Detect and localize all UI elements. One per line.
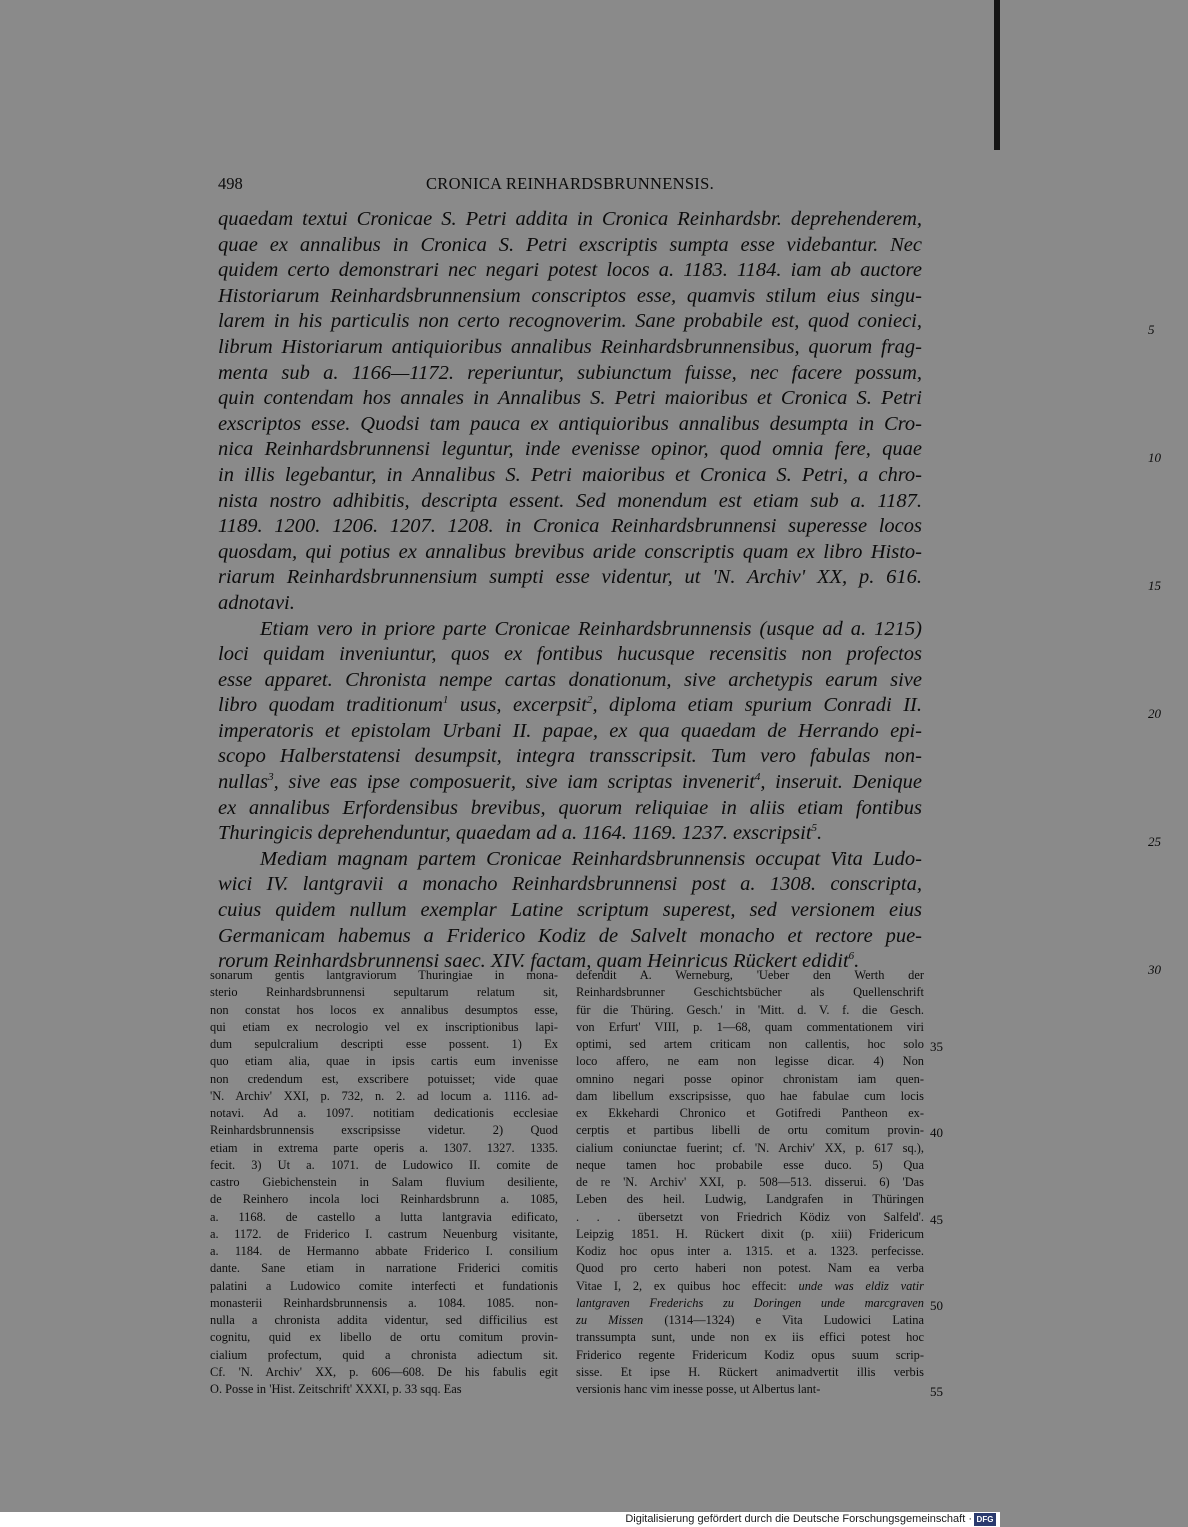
main-text-line: Historiarum Reinhardsbrunnensium conscriptos esse, quamvis stilum eius singu-	[218, 284, 922, 307]
footnote-line: . . . übersetzt von Friedrich Ködiz von Salfeld'.	[576, 1209, 924, 1224]
line-number: 35	[930, 1039, 943, 1054]
footnote-line: non credendum est, exscribere potuisset; vide quae	[210, 1071, 558, 1086]
page-header	[218, 174, 922, 198]
main-text-line: nica Reinhardsbrunnensi leguntur, inde evenisse opinor, quod omnia fere, quae	[218, 438, 922, 461]
footnote-line: qui etiam ex necrologio vel ex inscriptionibus lapi-	[210, 1019, 558, 1034]
main-text-line: quidem certo demonstrari nec negari potest locos a. 1183. 1184. iam ab auctore	[218, 259, 922, 282]
footnote-line: Cf. 'N. Archiv' XX, p. 606—608. De his fabulis egit	[210, 1364, 558, 1379]
line-number: 15	[1148, 578, 1161, 594]
footnote-line: dam libellum exscripsisse, quo hae fabulae cum locis	[576, 1088, 924, 1103]
footnote-line: castro Giebichenstein in Salam fluvium desiliente,	[210, 1175, 558, 1189]
main-text-line: ex annalibus Erfordensibus brevibus, quorum reliquiae in aliis etiam fontibus	[218, 796, 922, 819]
footnote-line: sterio Reinhardsbrunnensi sepultarum relatum sit,	[210, 985, 558, 1000]
footnote-line: optimi, sed artem criticam non callentis, hoc solo	[576, 1037, 924, 1051]
footnote-line: cerptis et partibus libelli de ortu comitum provin-	[576, 1123, 924, 1138]
footnote-line: etiam in extrema parte operis a. 1307. 1327. 1335.	[210, 1140, 558, 1155]
footnote-line: Friderico regente Fridericum Kodiz opus suum scrip-	[576, 1347, 924, 1362]
footnote-line: loco affero, ne eam non legisse dicar. 4) Non	[576, 1054, 924, 1069]
main-text-line: adnotavi.	[218, 591, 295, 614]
line-number: 25	[1148, 834, 1161, 850]
main-text-line: quae ex annalibus in Cronica S. Petri exscriptis sumpta esse videbantur. Nec	[218, 233, 922, 256]
footnote-line: Reinhardsbrunner Geschichtsbücher als Quellenschrift	[576, 985, 924, 1000]
main-text-line: librum Historiarum antiquioribus annalibus Reinhardsbrunnensibus, quorum frag-	[218, 335, 922, 358]
main-text-line: quosdam, qui potius ex annalibus brevibus aride conscriptis quam ex libro Histo-	[218, 540, 922, 563]
page-number: 498	[218, 174, 243, 193]
main-text-line: scopo Halberstatensi desumpsit, integra transscripsit. Tum vero fabulas non-	[218, 745, 922, 768]
main-text-line: rorum Reinhardsbrunnensi saec. XIV. factam, quam Heinricus Rückert edidit$^6$.	[218, 950, 860, 973]
footnote-line: Kodiz hoc opus inter a. 1315. et a. 1323. perfecisse.	[576, 1244, 924, 1258]
footnotes-right-column	[576, 967, 943, 1399]
main-text-line: imperatoris et epistolam Urbani II. papae, ex qua quaedam de Herrando epi-	[218, 719, 922, 742]
line-number: 10	[1148, 450, 1161, 466]
main-text-line: cuius quidem nullum exemplar Latine scriptum superest, sed versionem eius	[218, 899, 922, 922]
footnote-line: nulla a chronista addita videntur, sed difficilius est	[210, 1313, 558, 1327]
line-number: 40	[930, 1125, 943, 1141]
main-text-line: exscriptos esse. Quodsi tam pauca ex antiquioribus annalibus desumpta in Cro-	[218, 412, 922, 435]
footnote-line: sonarum gentis lantgraviorum Thuringiae in mona-	[210, 968, 558, 982]
footnote-line: de Reinhero incola loci Reinhardsbrunn a. 1085,	[210, 1192, 558, 1207]
footnote-line: a. 1168. de castello a lutta lantgravia edificato,	[210, 1209, 558, 1224]
footnote-line: von Erfurt' VIII, p. 1—68, quam commentationem viri	[576, 1019, 924, 1034]
running-title: CRONICA REINHARDSBRUNNENSIS.	[425, 174, 715, 193]
line-number: 55	[930, 1384, 943, 1399]
footnote-line: monasterii Reinhardsbrunnensis a. 1084. 1085. non-	[210, 1295, 558, 1310]
main-text-line: Thuringicis deprehenduntur, quaedam ad a. 1164. 1169. 1237. exscripsit$^5$.	[218, 822, 823, 845]
main-text-line: wici IV. lantgravii a monacho Reinhardsbrunnensi post a. 1308. conscripta,	[218, 873, 922, 896]
footnote-line: Quod pro certo haberi non potest. Nam ea verba	[576, 1261, 924, 1276]
footnote-line: defendit A. Werneburg, 'Ueber den Werth der	[576, 968, 924, 982]
line-number: 20	[1148, 706, 1161, 722]
footnote-line: ex Ekkehardi Chronico et Gotifredi Pantheon ex-	[576, 1106, 924, 1120]
line-number: 45	[930, 1211, 943, 1227]
footnote-line: palatini a Ludowico comite interfecti et fundationis	[210, 1278, 558, 1293]
line-number: 5	[1148, 322, 1155, 338]
main-text-line: menta sub a. 1166—1172. reperiuntur, subiunctum fuisse, nec facere possum,	[218, 361, 922, 384]
main-text-line: nista nostro adhibitis, descripta essent. Sed monendum est etiam sub a. 1187.	[218, 489, 922, 512]
dfg-logo: DFG	[974, 1513, 996, 1526]
footnote-line: O. Posse in 'Hist. Zeitschrift' XXXI, p. 33 sqq. Eas	[210, 1382, 462, 1396]
footnote-line: fecit. 3) Ut a. 1071. de Ludowico II. comite de	[210, 1157, 558, 1172]
main-text-line: in illis legebantur, in Annalibus S. Petri maioribus et Cronica S. Petri, a chro-	[218, 463, 922, 486]
main-text-line: quaedam textui Cronicae S. Petri addita in Cronica Reinhardsbr. deprehenderem,	[218, 208, 922, 230]
footnote-line: dante. Sane etiam in narratione Friderici comitis	[210, 1261, 558, 1276]
footnote-line: für die Thüring. Gesch.' in 'Mitt. d. V. f. die Gesch.	[576, 1002, 924, 1017]
footnote-line: Reinhardsbrunnensis exscripsisse videtur. 2) Quod	[210, 1123, 558, 1138]
footnote-line: Vitae I, 2, ex quibus hoc effecit: unde was eldiz vatir	[576, 1278, 924, 1293]
footnotes-left-column	[210, 967, 558, 1398]
footer-bar	[0, 1512, 1000, 1527]
main-text-line: nullas$^3$, sive eas ipse composuerit, sive iam scriptas invenerit$^4$, inseruit. Denique	[218, 771, 922, 794]
main-text-line: loci quidam inveniuntur, quos ex fontibus hucusque recensitis non profectos	[218, 643, 922, 666]
line-number: 50	[930, 1297, 943, 1313]
funding-notice: Digitalisierung gefördert durch die Deutsche Forschungsgemeinschaft ·	[625, 1513, 972, 1525]
footnote-line: cialium profectum, quid a chronista adiectum sit.	[210, 1347, 558, 1362]
footnote-line: dum sepulcralium descripti esse possent. 1) Ex	[210, 1037, 558, 1051]
footnote-line: sisse. Et ipse H. Rückert animadvertit illis verbis	[576, 1364, 924, 1379]
footnote-line: zu Missen (1314—1324) e Vita Ludowici Latina	[576, 1313, 924, 1327]
line-number: 30	[1148, 962, 1161, 978]
footnote-line: quo etiam alia, quae in ipsis cartis eum invenisse	[210, 1054, 558, 1069]
footnote-line: non constat hos locos ex annalibus desumptos esse,	[210, 1002, 558, 1017]
footnote-line: de re 'N. Archiv' XXI, p. 508—513. disserui. 6) 'Das	[576, 1175, 924, 1189]
footnote-line: a. 1184. de Hermanno abbate Friderico I. consilium	[210, 1244, 558, 1258]
footnote-line: transsumpta sunt, unde non ex iis effici potest hoc	[576, 1330, 924, 1345]
main-text-line: Etiam vero in priore parte Cronicae Reinhardsbrunnensis (usque ad a. 1215)	[260, 617, 922, 640]
main-text-line: libro quodam traditionum$^1$ usus, excerpsit$^2$, diploma etiam spurium Conradi II.	[218, 694, 922, 717]
scan-edge-mark	[994, 0, 1000, 150]
footnote-line: Leben des heil. Ludwig, Landgrafen in Thüringen	[576, 1192, 924, 1207]
main-text-line: esse apparet. Chronista nempe cartas donationum, sive archetypis earum sive	[218, 668, 922, 691]
footnote-line: cognitu, quid ex libello de ortu comitum provin-	[210, 1330, 558, 1345]
footnote-line: notavi. Ad a. 1097. notitiam dedicationis ecclesiae	[210, 1106, 558, 1120]
footnote-line: Leipzig 1851. H. Rückert dixit (p. xiii) Fridericum	[576, 1226, 924, 1241]
main-text-line: Germanicam habemus a Friderico Kodiz de Salvelt monacho et rectore pue-	[218, 924, 922, 947]
footnote-line: neque tamen hoc probabile esse duco. 5) Qua	[576, 1157, 924, 1172]
main-text-line: riarum Reinhardsbrunnensium sumpti esse videntur, ut 'N. Archiv' XX, p. 616.	[218, 566, 922, 589]
main-text-line: Mediam magnam partem Cronicae Reinhardsbrunnensis occupat Vita Ludo-	[260, 847, 922, 870]
footnote-line: a. 1172. de Friderico I. castrum Neuenburg visitante,	[210, 1226, 558, 1241]
main-text-line: quin contendam hos annales in Annalibus S. Petri maioribus et Cronica S. Petri	[218, 387, 922, 410]
main-text-line: larem in his particulis non certo recognoverim. Sane probabile est, quod conieci,	[218, 310, 922, 333]
footnote-line: omnino negari posse opinor chronistam iam quen-	[576, 1071, 924, 1086]
footnote-line: lantgraven Frederichs zu Doringen unde marcgraven	[576, 1295, 924, 1310]
footnote-line: 'N. Archiv' XXI, p. 732, n. 2. ad locum a. 1116. ad-	[210, 1088, 558, 1103]
footnote-line: versionis hanc vim inesse posse, ut Albertus lant-	[576, 1382, 821, 1396]
footnote-line: cialium coniunctae fuerint; cf. 'N. Archiv' XX, p. 617 sq.),	[576, 1140, 924, 1155]
main-text-line: 1189. 1200. 1206. 1207. 1208. in Cronica Reinhardsbrunnensi superesse locos	[218, 515, 922, 538]
